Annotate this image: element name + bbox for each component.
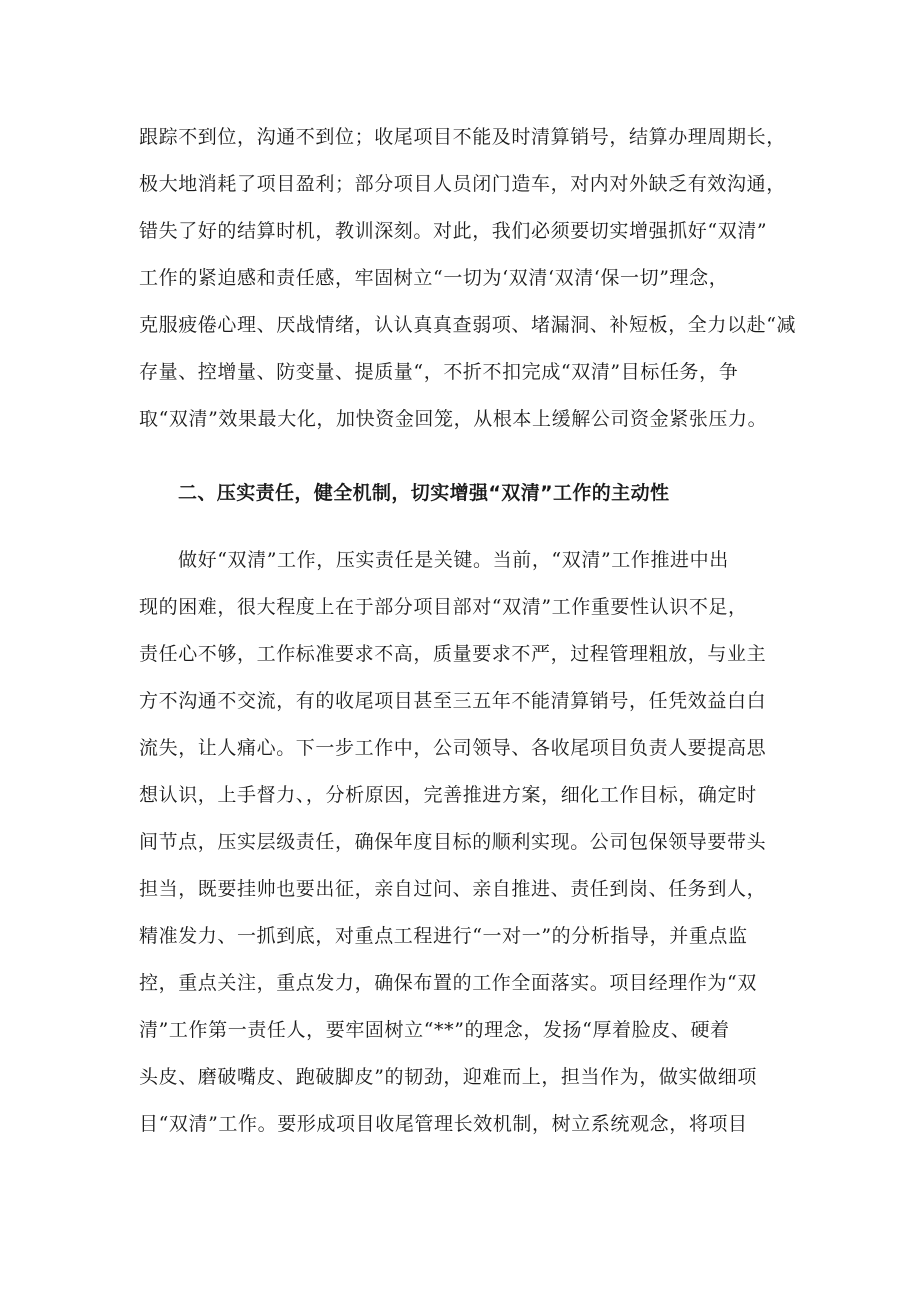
paragraph-1-line-5: 克服疲倦心理、厌战情绪，认认真真查弱项、堵漏洞、补短板，全力以赴“减 [139,314,797,336]
paragraph-1-line-7: 取“双清”效果最大化，加快资金回笼，从根本上缓解公司资金紧张压力。 [139,408,768,430]
paragraph-2-line-7: 间节点，压实层级责任，确保年度目标的顺利实现。公司包保领导要带头 [139,831,767,853]
paragraph-2-line-4: 方不沟通不交流，有的收尾项目甚至三五年不能清算销号，任凭效益白白 [139,690,767,712]
paragraph-2-line-13: 目“双清”工作。要形成项目收尾管理长效机制，树立系统观念，将项目 [139,1113,748,1135]
paragraph-2-line-11: 清”工作第一责任人，要牢固树立“**”的理念，发扬“厚着脸皮、硬着 [139,1019,730,1041]
paragraph-2-line-3: 责任心不够，工作标准要求不高，质量要求不严，过程管理粗放，与业主 [139,643,767,665]
paragraph-1-line-2: 极大地消耗了项目盈利；部分项目人员闭门造车，对内对外缺乏有效沟通， [139,173,786,195]
paragraph-2-line-8: 担当，既要挂帅也要出征，亲自过问、亲自推进、责任到岗、任务到人， [139,878,767,900]
paragraph-1-line-3: 错失了好的结算时机，教训深刻。对此，我们必须要切实增强抓好“双清” [139,220,768,242]
paragraph-2-line-6: 想认识，上手督力、，分析原因，完善推进方案，细化工作目标，确定时 [139,784,757,806]
paragraph-2-line-12: 头皮、磨破嘴皮、跑破脚皮”的韧劲，迎难而上，担当作为，做实做细项 [139,1066,757,1088]
paragraph-1-line-6: 存量、控增量、防变量、提质量“，不折不扣完成“双清”目标任务，争 [139,361,739,383]
paragraph-2-line-10: 控，重点关注，重点发力，确保布置的工作全面落实。项目经理作为“双 [139,972,757,994]
paragraph-2-line-1: 做好“双清”工作，压实责任是关键。当前，“双清”工作推进中出 [178,549,729,571]
section-heading: 二、压实责任，健全机制，切实增强“双清”工作的主动性 [178,482,670,504]
paragraph-2-line-5: 流失，让人痛心。下一步工作中，公司领导、各收尾项目负责人要提高思 [139,737,767,759]
paragraph-2-line-9: 精准发力、一抓到底，对重点工程进行“一对一”的分析指导，并重点监 [139,925,748,947]
paragraph-1-line-4: 工作的紧迫感和责任感，牢固树立“一切为‘双清‘双清‘保一切”理念， [139,267,729,289]
paragraph-1-line-1: 跟踪不到位，沟通不到位；收尾项目不能及时清算销号，结算办理周期长， [139,126,786,148]
paragraph-2-line-2: 现的困难，很大程度上在于部分项目部对“双清”工作重要性认识不足， [139,596,748,618]
